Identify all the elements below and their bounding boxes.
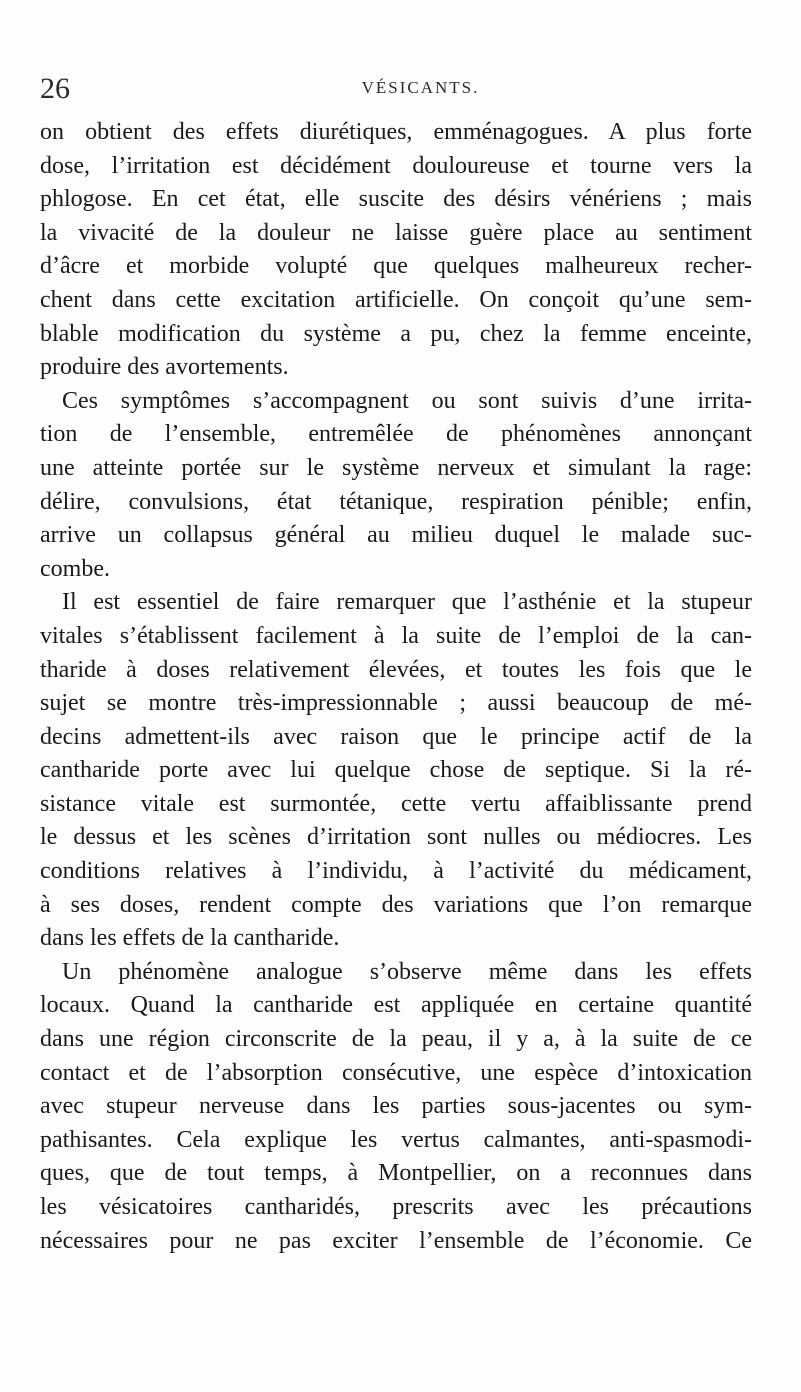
text-line: dans les effets de la cantharide. bbox=[40, 925, 340, 952]
text-line: sistance vitale est surmontée, cette vertu affaiblissante prend bbox=[40, 790, 752, 817]
text-line: à ses doses, rendent compte des variations que l’on remarque bbox=[40, 891, 752, 918]
text-line: cantharide porte avec lui quelque chose de septique. Si la ré- bbox=[40, 757, 752, 784]
text-line: dose, l’irritation est décidément douloureuse et tourne vers la bbox=[40, 152, 752, 179]
text-line: tharide à doses relativement élevées, et toutes les fois que le bbox=[40, 656, 752, 683]
text-line: nécessaires pour ne pas exciter l’ensemble de l’économie. Ce bbox=[40, 1227, 752, 1254]
text-line: d’âcre et morbide volupté que quelques malheureux recher- bbox=[40, 253, 752, 280]
text-line: dans une région circonscrite de la peau, il y a, à la suite de ce bbox=[40, 1026, 752, 1053]
text-line: vitales s’établissent facilement à la suite de l’emploi de la can- bbox=[40, 622, 752, 649]
text-line: arrive un collapsus général au milieu duquel le malade suc- bbox=[40, 522, 752, 549]
text-line: phlogose. En cet état, elle suscite des désirs vénériens ; mais bbox=[40, 186, 752, 213]
text-line: une atteinte portée sur le système nerveux et simulant la rage: bbox=[40, 454, 752, 481]
text-line: avec stupeur nerveuse dans les parties sous-jacentes ou sym- bbox=[40, 1093, 752, 1120]
text-line: conditions relatives à l’individu, à l’activité du médicament, bbox=[40, 858, 752, 885]
text-line: délire, convulsions, état tétanique, respiration pénible; enfin, bbox=[40, 488, 752, 515]
text-line: combe. bbox=[40, 555, 110, 582]
page-number: 26 bbox=[40, 72, 70, 105]
text-line: ques, que de tout temps, à Montpellier, on a reconnues dans bbox=[40, 1160, 752, 1187]
body-text bbox=[40, 116, 752, 1258]
text-line: la vivacité de la douleur ne laisse guère place au sentiment bbox=[40, 219, 752, 246]
text-line: produire des avortements. bbox=[40, 354, 289, 381]
running-title: VÉSICANTS. bbox=[361, 78, 480, 97]
text-line: sujet se montre très-impressionnable ; aussi beaucoup de mé- bbox=[40, 690, 752, 717]
text-line: le dessus et les scènes d’irritation sont nulles ou médiocres. Les bbox=[40, 824, 752, 851]
text-line: les vésicatoires cantharidés, prescrits avec les précautions bbox=[40, 1194, 752, 1220]
text-line: on obtient des effets diurétiques, emménagogues. A plus forte bbox=[40, 119, 752, 145]
text-line: locaux. Quand la cantharide est appliquée en certaine quantité bbox=[40, 992, 752, 1019]
text-line: chent dans cette excitation artificielle. On conçoit qu’une sem- bbox=[40, 286, 752, 313]
text-line: contact et de l’absorption consécutive, une espèce d’intoxication bbox=[40, 1059, 752, 1086]
text-line: tion de l’ensemble, entremêlée de phénomènes annonçant bbox=[40, 421, 752, 448]
text-line: Ces symptômes s’accompagnent ou sont suivis d’une irrita- bbox=[62, 387, 752, 414]
text-line: pathisantes. Cela explique les vertus calmantes, anti-spasmodi- bbox=[40, 1126, 752, 1153]
text-line: decins admettent-ils avec raison que le principe actif de la bbox=[40, 723, 752, 750]
text-line: Un phénomène analogue s’observe même dans les effets bbox=[62, 958, 752, 985]
text-line: Il est essentiel de faire remarquer que l’asthénie et la stupeur bbox=[62, 589, 752, 616]
text-line: blable modification du système a pu, chez la femme enceinte, bbox=[40, 320, 752, 347]
